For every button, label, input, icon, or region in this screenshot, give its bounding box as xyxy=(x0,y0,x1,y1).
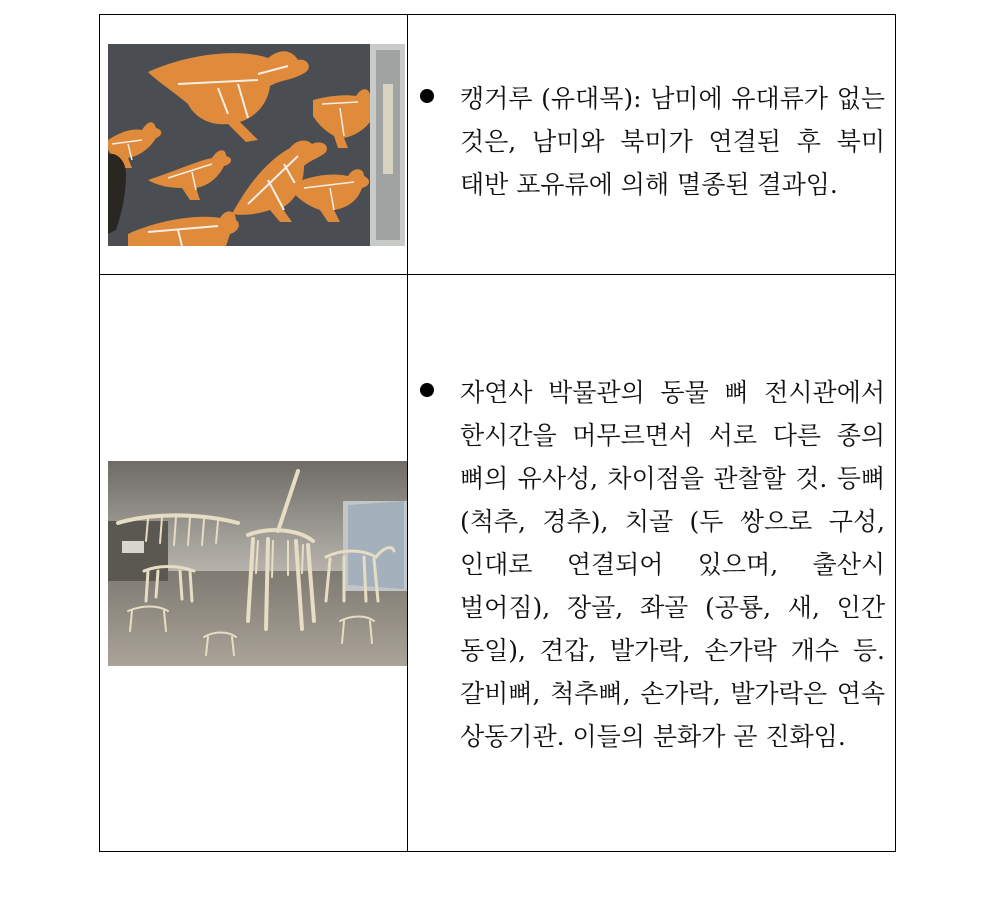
text-cell xyxy=(408,275,896,852)
skeleton-hall-photo xyxy=(108,461,407,666)
table-row xyxy=(100,15,896,275)
table-row xyxy=(100,275,896,852)
text-cell xyxy=(408,15,896,275)
image-cell xyxy=(100,15,408,275)
bullet-text: 캥거루 (유대목): 남미에 유대류가 없는 것은, 남미와 북미가 연결된 후 북미 태반 포유류에 의해 멸종된 결과임. xyxy=(460,84,885,199)
document-table xyxy=(99,14,896,852)
bullet-item xyxy=(408,371,895,758)
bullet-icon xyxy=(420,89,434,103)
bullet-icon xyxy=(420,383,434,397)
bullet-text: 자연사 박물관의 동물 뼈 전시관에서 한시간을 머무르면서 서로 다른 종의 뼈의 유사성, 차이점을 관찰할 것. 등뼈(척추, 경추), 치골 (두 쌍으로 구성, 인대로 연결되어 있으며, 출산시 벌어짐), 장골, 좌골 (공룡, 새, 인간 동일), 견갑, 발가락, 손가락 개수 등. 갈비뼈, 척추뼈, 손가락, 발가락은 연속 상동기관. 이들의 분화가 곧 진화임. xyxy=(460,377,885,751)
bullet-item xyxy=(408,77,895,206)
kangaroo-mural-photo xyxy=(108,44,405,246)
image-cell xyxy=(100,275,408,852)
